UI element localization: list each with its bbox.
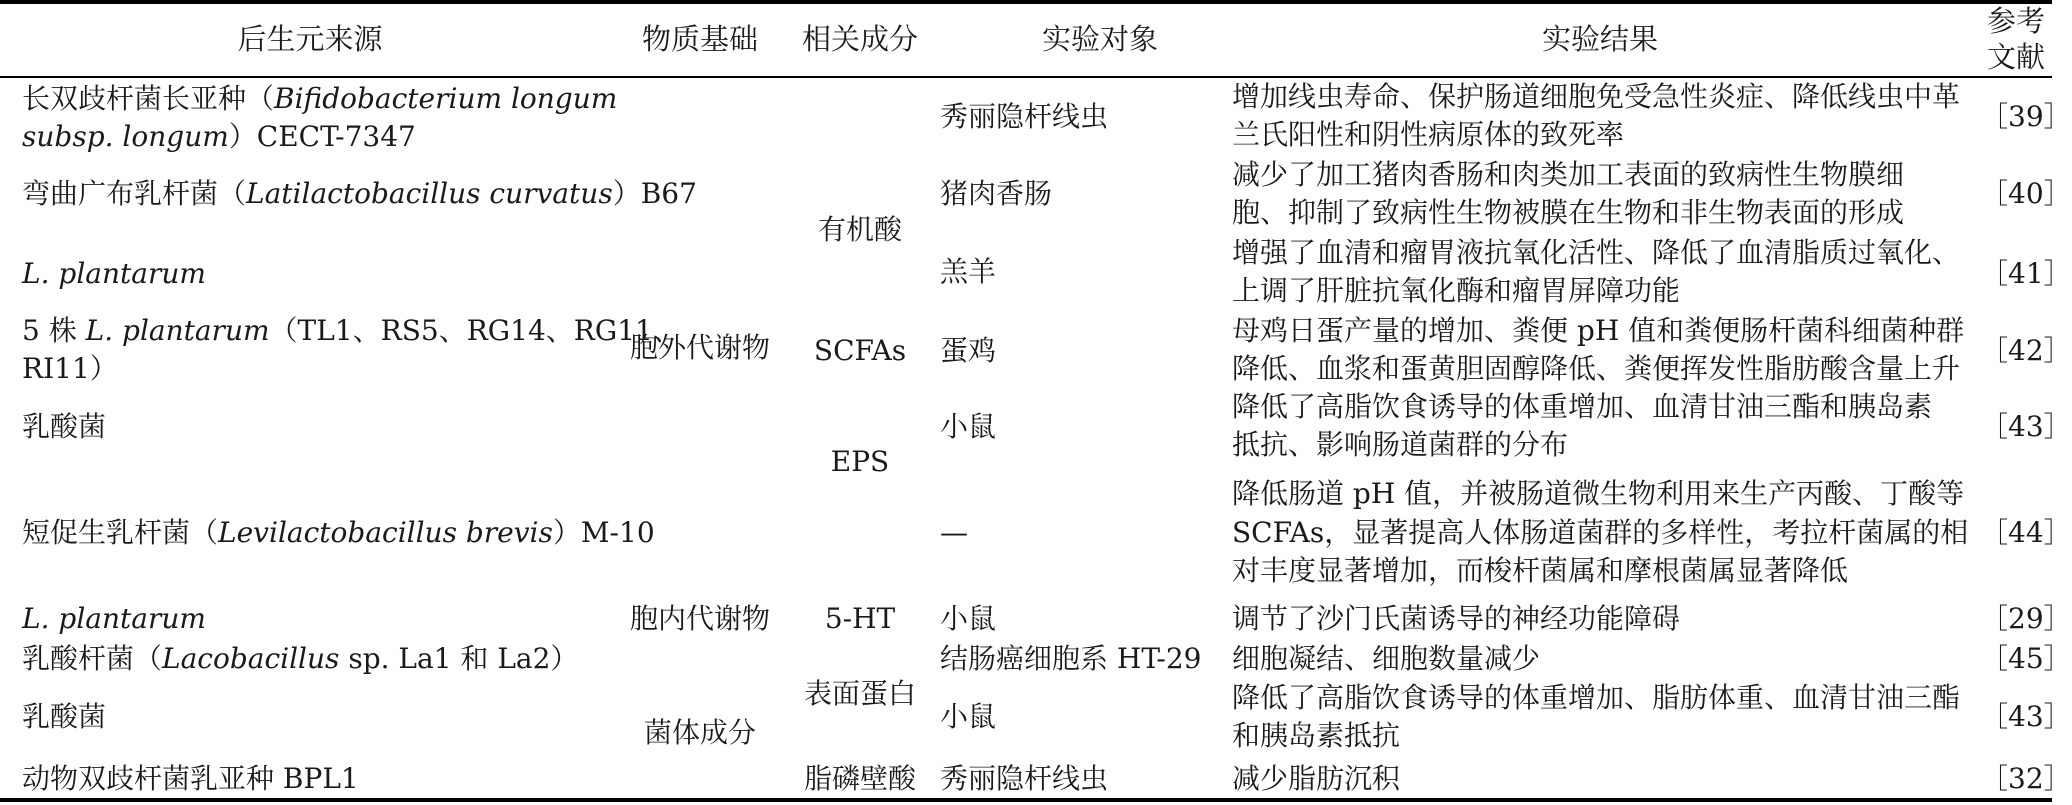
ref-row7: ［29］ — [1980, 602, 2072, 635]
header-component: 相关成分 — [801, 22, 918, 56]
source-row3: L. plantarum — [22, 257, 206, 290]
result-row5-line1: 降低了高脂饮食诱导的体重增加、血清甘油三酯和胰岛素 — [1232, 390, 1933, 423]
ref-row8: ［45］ — [1980, 642, 2072, 675]
result-row2-line1: 减少了加工猪肉香肠和肉类加工表面的致病性生物膜细 — [1232, 158, 1905, 191]
result-row9-line1: 降低了高脂饮食诱导的体重增加、脂肪体重、血清甘油三酯 — [1232, 681, 1961, 714]
source-row10: 动物双歧杆菌乳亚种 BPL1 — [22, 762, 359, 795]
result-row4-line1: 母鸡日蛋产量的增加、粪便 pH 值和粪便肠杆菌科细菌种群 — [1232, 314, 1965, 347]
source-row2: 弯曲广布乳杆菌（Latilactobacillus curvatus）B67 — [22, 177, 697, 210]
source-row1-line1: 长双歧杆菌长亚种（Bifidobacterium longum — [22, 82, 618, 115]
component-scfas: SCFAs — [813, 334, 907, 367]
result-row9-line2: 和胰岛素抵抗 — [1232, 719, 1401, 752]
result-row3-line2: 上调了肝脏抗氧化酶和瘤胃屏障功能 — [1232, 274, 1681, 307]
source-row9: 乳酸菌 — [22, 700, 107, 733]
result-row8: 细胞凝结、细胞数量减少 — [1232, 642, 1541, 675]
subject-row5: 小鼠 — [940, 410, 997, 443]
source-row4-line2: RI11） — [22, 352, 118, 385]
source-row5: 乳酸菌 — [22, 410, 107, 443]
source-row1-line2: subsp. longum）CECT-7347 — [22, 120, 416, 153]
subject-row9: 小鼠 — [940, 700, 997, 733]
header-source: 后生元来源 — [237, 22, 383, 56]
subject-row7: 小鼠 — [940, 602, 997, 635]
component-eps: EPS — [830, 445, 890, 478]
result-row6-line3: 对丰度显著增加，而梭杆菌属和摩根菌属显著降低 — [1232, 554, 1849, 587]
component-lipoteichoic-acid: 脂磷壁酸 — [803, 762, 916, 795]
result-row5-line2: 抵抗、影响肠道菌群的分布 — [1232, 428, 1569, 461]
top-rule — [0, 0, 2052, 4]
basis-intracellular: 胞内代谢物 — [629, 602, 770, 635]
subject-row2: 猪肉香肠 — [940, 177, 1053, 210]
subject-row1: 秀丽隐杆线虫 — [940, 100, 1109, 133]
basis-cell-components: 菌体成分 — [643, 716, 756, 749]
header-basis: 物质基础 — [641, 22, 758, 56]
result-row7: 调节了沙门氏菌诱导的神经功能障碍 — [1232, 602, 1681, 635]
source-row6: 短促生乳杆菌（Levilactobacillus brevis）M-10 — [22, 516, 655, 549]
result-row1-line1: 增加线虫寿命、保护肠道细胞免受急性炎症、降低线虫中革 — [1232, 80, 1961, 113]
ref-row9: ［43］ — [1980, 700, 2072, 733]
header-result: 实验结果 — [1541, 22, 1658, 56]
result-row2-line2: 胞、抑制了致病性生物被膜在生物和非生物表面的形成 — [1232, 196, 1905, 229]
subject-row3: 羔羊 — [940, 255, 997, 288]
ref-row1: ［39］ — [1980, 100, 2072, 133]
header-ref-line1: 参考 — [1986, 4, 2045, 38]
ref-row5: ［43］ — [1980, 410, 2072, 443]
subject-row6: — — [940, 516, 968, 549]
source-row4-line1: 5 株 L. plantarum（TL1、RS5、RG14、RG11、 — [22, 314, 681, 347]
header-subject: 实验对象 — [1041, 22, 1158, 56]
subject-row8: 结肠癌细胞系 HT-29 — [940, 642, 1202, 675]
result-row3-line1: 增强了血清和瘤胃液抗氧化活性、降低了血清脂质过氧化、 — [1232, 236, 1961, 269]
ref-row6: ［44］ — [1980, 516, 2072, 549]
result-row10: 减少脂肪沉积 — [1232, 762, 1401, 795]
ref-row3: ［41］ — [1980, 257, 2072, 290]
component-5ht: 5-HT — [824, 602, 896, 635]
bottom-rule — [0, 798, 2052, 802]
subject-row4: 蛋鸡 — [940, 334, 997, 367]
component-organic-acid: 有机酸 — [817, 213, 902, 246]
ref-row2: ［40］ — [1980, 177, 2072, 210]
header-ref-line2: 文献 — [1986, 40, 2045, 74]
subject-row10: 秀丽隐杆线虫 — [940, 762, 1109, 795]
result-row6-line2: SCFAs，显著提高人体肠道菌群的多样性，考拉杆菌属的相 — [1232, 516, 1969, 549]
component-surface-protein: 表面蛋白 — [803, 677, 916, 710]
ref-row4: ［42］ — [1980, 334, 2072, 367]
basis-extracellular: 胞外代谢物 — [629, 331, 770, 364]
source-row8: 乳酸杆菌（Lacobacillus sp. La1 和 La2） — [22, 642, 579, 675]
result-row6-line1: 降低肠道 pH 值，并被肠道微生物利用来生产丙酸、丁酸等 — [1232, 477, 1965, 510]
ref-row10: ［32］ — [1980, 762, 2072, 795]
result-row1-line2: 兰氏阳性和阴性病原体的致死率 — [1232, 118, 1625, 151]
source-row7: L. plantarum — [22, 602, 206, 635]
result-row4-line2: 降低、血浆和蛋黄胆固醇降低、粪便挥发性脂肪酸含量上升 — [1232, 352, 1961, 385]
